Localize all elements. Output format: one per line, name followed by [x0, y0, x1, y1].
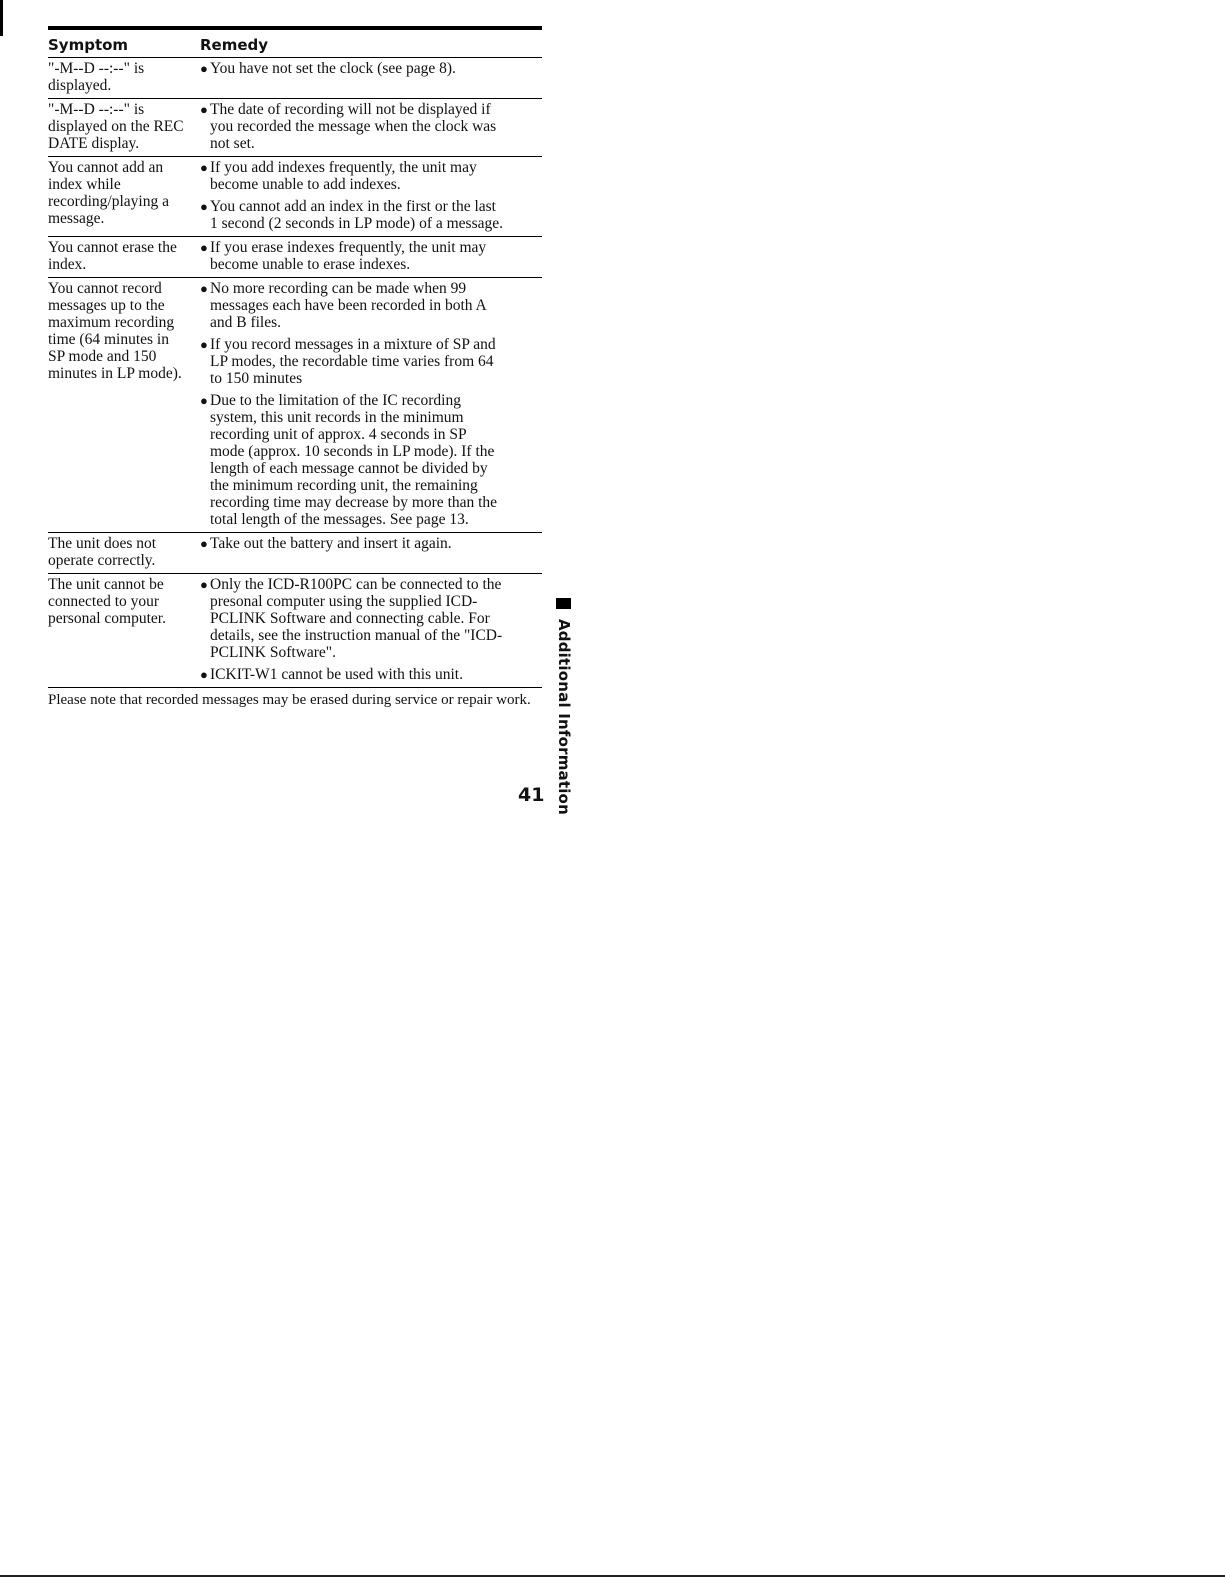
remedy-text: If you add indexes frequently, the unit may become unable to add indexes. [210, 159, 477, 193]
remedy-text: ICKIT-W1 cannot be used with this unit. [210, 666, 463, 683]
troubleshooting-table [48, 26, 542, 688]
page-number: 41 [518, 784, 545, 806]
section-tab-label: Additional Information [555, 619, 573, 815]
remedy-cell [200, 278, 542, 532]
remedy-text: The date of recording will not be displayed if you recorded the message when the clock was not set. [210, 101, 497, 152]
table-row [48, 278, 542, 533]
remedy-item [200, 198, 542, 232]
symptom-cell: You cannot erase the index. [48, 239, 177, 273]
table-row [48, 574, 542, 688]
remedy-cell [200, 157, 542, 236]
bullet-icon: ● [200, 393, 208, 408]
remedy-text: Only the ICD-R100PC can be connected to the presonal computer using the supplied ICD- PCLINK Software and connecting cable. For details, see the instruction manual of the "ICD- PCLINK Software". [210, 576, 503, 661]
table-header [48, 30, 542, 58]
bullet-icon: ● [200, 281, 208, 296]
remedy-item [200, 336, 542, 387]
remedy-cell [200, 99, 542, 156]
service-note: Please note that recorded messages may be erased during service or repair work. [48, 692, 531, 708]
table-row [48, 58, 542, 99]
table-row [48, 237, 542, 278]
remedy-cell [200, 237, 542, 277]
remedy-item [200, 159, 542, 193]
page-bottom-edge [0, 1575, 1225, 1577]
page-edge-mark [0, 0, 3, 36]
remedy-item [200, 576, 542, 661]
remedy-text: No more recording can be made when 99 messages each have been recorded in both A and B files. [210, 280, 487, 331]
symptom-cell: "-M--D --:--" is displayed. [48, 60, 145, 94]
bullet-icon: ● [200, 199, 208, 214]
remedy-text: If you erase indexes frequently, the unit may become unable to erase indexes. [210, 239, 487, 273]
remedy-item [200, 280, 542, 331]
symptom-cell: The unit does not operate correctly. [48, 535, 157, 569]
bullet-icon: ● [200, 337, 208, 352]
remedy-item [200, 239, 542, 273]
remedy-item [200, 666, 542, 683]
remedy-text: You have not set the clock (see page 8). [210, 60, 456, 77]
section-tab-marker [556, 598, 571, 609]
remedy-item [200, 101, 542, 152]
bullet-icon: ● [200, 536, 208, 551]
remedy-text: If you record messages in a mixture of SP and LP modes, the recordable time varies from 64 to 150 minutes [210, 336, 496, 387]
bullet-icon: ● [200, 102, 208, 117]
table-row [48, 99, 542, 157]
symptom-cell: The unit cannot be connected to your personal computer. [48, 576, 166, 627]
remedy-text: Take out the battery and insert it again. [210, 535, 452, 552]
bullet-icon: ● [200, 160, 208, 175]
remedy-cell [200, 574, 542, 687]
symptom-cell: You cannot add an index while recording/playing a message. [48, 159, 169, 227]
remedy-item [200, 60, 542, 77]
remedy-text: Due to the limitation of the IC recording system, this unit records in the minimum recording unit of approx. 4 seconds in SP mode (approx. 10 seconds in LP mode). If the length of each message cannot be divided by the minimum recording unit, the remaining recording time may decrease by more than the total length of the messages. See page 13. [210, 392, 498, 528]
symptom-cell: You cannot record messages up to the maximum recording time (64 minutes in SP mode and 150 minutes in LP mode). [48, 280, 182, 382]
bullet-icon: ● [200, 577, 208, 592]
bullet-icon: ● [200, 667, 208, 682]
remedy-cell [200, 533, 542, 573]
table-row [48, 157, 542, 237]
symptom-cell: "-M--D --:--" is displayed on the REC DATE display. [48, 101, 184, 152]
remedy-item [200, 535, 542, 552]
bullet-icon: ● [200, 61, 208, 76]
bullet-icon: ● [200, 240, 208, 255]
table-row [48, 533, 542, 574]
remedy-text: You cannot add an index in the first or the last 1 second (2 seconds in LP mode) of a message. [210, 198, 503, 232]
remedy-column-header: Remedy [200, 36, 269, 54]
remedy-item [200, 392, 542, 528]
symptom-column-header: Symptom [48, 36, 129, 54]
remedy-cell [200, 58, 542, 98]
